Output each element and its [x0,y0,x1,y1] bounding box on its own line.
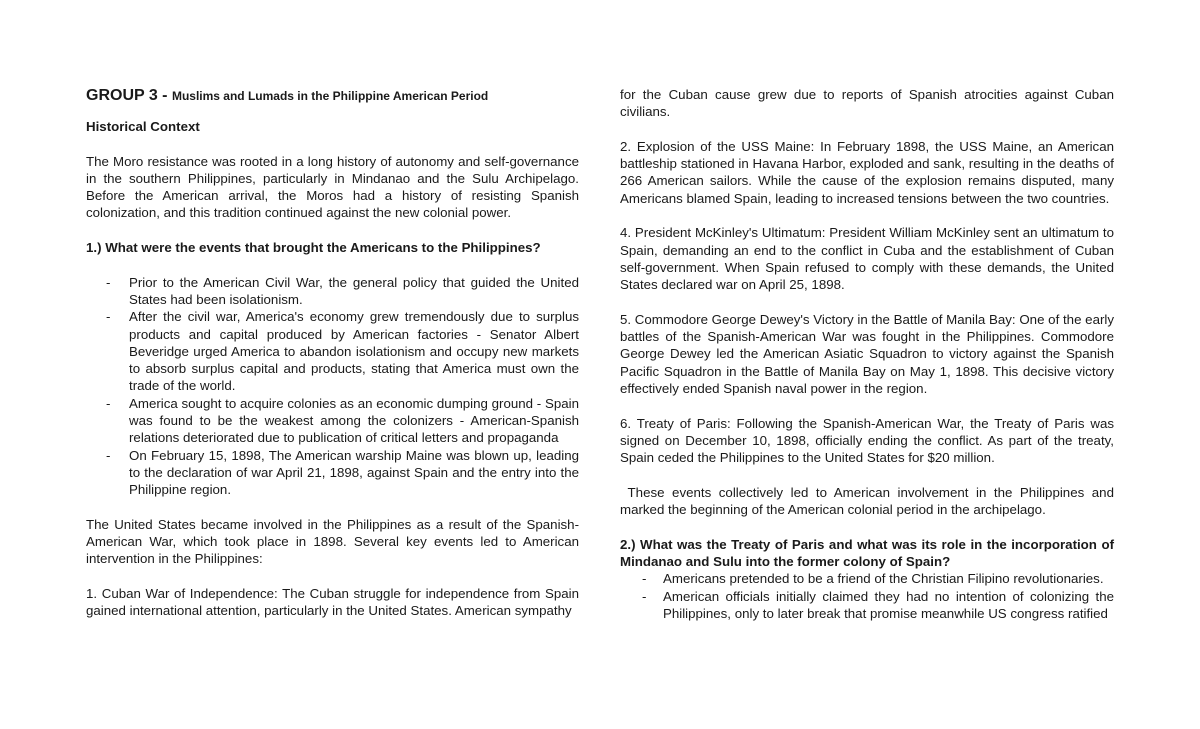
title-main: GROUP 3 - [86,87,172,104]
question-2-bullet-list [620,570,1114,622]
list-item [86,274,579,309]
spacer [620,121,1114,138]
summary-paragraph: These events collectively led to American involvement in the Philippines and marked the beginning of the American colonial period in the archipelago. [620,484,1118,518]
dash-bullet: - [642,588,647,604]
event-2-paragraph: 2. Explosion of the USS Maine: In February 1898, the USS Maine, an American battleship stationed in Havana Harbor, exploded and sank, resulting in the deaths of 266 American sailors. While the cause of the explosion remains disputed, many Americans blamed Spain, leading to increased tensions between the two countries. [620,138,1114,206]
event-6-paragraph: 6. Treaty of Paris: Following the Spanish-American War, the Treaty of Paris was signed on December 10, 1898, officially ending the conflict. As part of the treaty, Spain ceded the Philippines to the United States for $20 million. [620,415,1114,466]
us-involvement-paragraph: The United States became involved in the Philippines as a result of the Spanish-American War, which took place in 1898. Several key events led to American intervention in the Philippines: [86,516,579,567]
list-item-text: After the civil war, America's economy grew tremendously due to surplus products and capital produced by American factories - Senator Albert Beveridge urged America to abandon isolationism and occupy new markets to absorb surplus capital and products, stating that America must own the trade of the world. [129,309,579,394]
dash-bullet: - [106,395,111,411]
section-heading: Historical Context [86,119,200,134]
dash-bullet: - [642,571,647,587]
dash-bullet: - [106,274,111,290]
event-1-paragraph: 1. Cuban War of Independence: The Cuban struggle for independence from Spain gained international attention, particularly in the United States. American sympathy [86,586,579,619]
document-title [86,86,579,106]
intro-paragraph: The Moro resistance was rooted in a long history of autonomy and self-governance in the southern Philippines, particularly in Mindanao and the Sulu Archipelago. Before the American arrival, the Moros had a history of resisting Spanish colonization, and this tradition continued against the new colonial power. [86,153,579,221]
spacer [620,467,1114,484]
list-item [86,395,579,447]
list-item [86,308,579,394]
question-1: 1.) What were the events that brought the Americans to the Philippines? [86,240,541,256]
spacer [620,518,1114,535]
spacer [86,222,579,239]
list-item-text: American officials initially claimed they had no intention of colonizing the Philippines, only to later break that promise meanwhile US congress ratified [663,588,1114,621]
list-item-text: America sought to acquire colonies as an economic dumping ground - Spain was found to be the weakest among the colonizers - American-Spanish relations deteriorated due to publication of critical letters and propaganda [129,395,579,446]
title-subtitle: Muslims and Lumads in the Philippine American Period [171,89,489,103]
spacer [86,499,579,516]
left-column [86,86,579,620]
list-item [620,570,1114,587]
spacer [86,135,579,152]
right-column [620,86,1118,622]
spacer [86,568,579,585]
spacer [620,294,1114,311]
list-item [620,588,1114,623]
list-item [86,447,579,499]
dash-bullet: - [106,447,111,463]
dash-bullet: - [106,309,111,325]
event-1-continued: for the Cuban cause grew due to reports of Spanish atrocities against Cuban civilians. [620,87,1114,120]
list-item-text: Prior to the American Civil War, the general policy that guided the United States had been isolationism. [129,274,579,307]
event-5-paragraph: 5. Commodore George Dewey's Victory in the Battle of Manila Bay: One of the early battles of the Spanish-American War was fought in the Philippines. Commodore George Dewey led the American Asiatic Squadron to victory against the Spanish Pacific Squadron in the Battle of Manila Bay on May 1, 1898. This decisive victory effectively ended Spanish naval power in the region. [620,311,1114,397]
spacer [620,397,1114,414]
list-item-text: On February 15, 1898, The American warship Maine was blown up, leading to the declaration of war April 21, 1898, against Spain and the entry into the Philippine region. [129,447,579,498]
question-2: 2.) What was the Treaty of Paris and what was its role in the incorporation of Mindanao and Sulu into the former colony of Spain? [620,536,1114,570]
spacer [620,207,1114,224]
spacer [86,256,579,273]
question-1-bullet-list [86,274,579,499]
event-4-paragraph: 4. President McKinley's Ultimatum: President William McKinley sent an ultimatum to Spain, demanding an end to the conflict in Cuba and the establishment of Cuban self-government. When Spain refused to comply with these demands, the United States declared war on April 25, 1898. [620,225,1114,293]
list-item-text: Americans pretended to be a friend of the Christian Filipino revolutionaries. [663,571,1104,587]
